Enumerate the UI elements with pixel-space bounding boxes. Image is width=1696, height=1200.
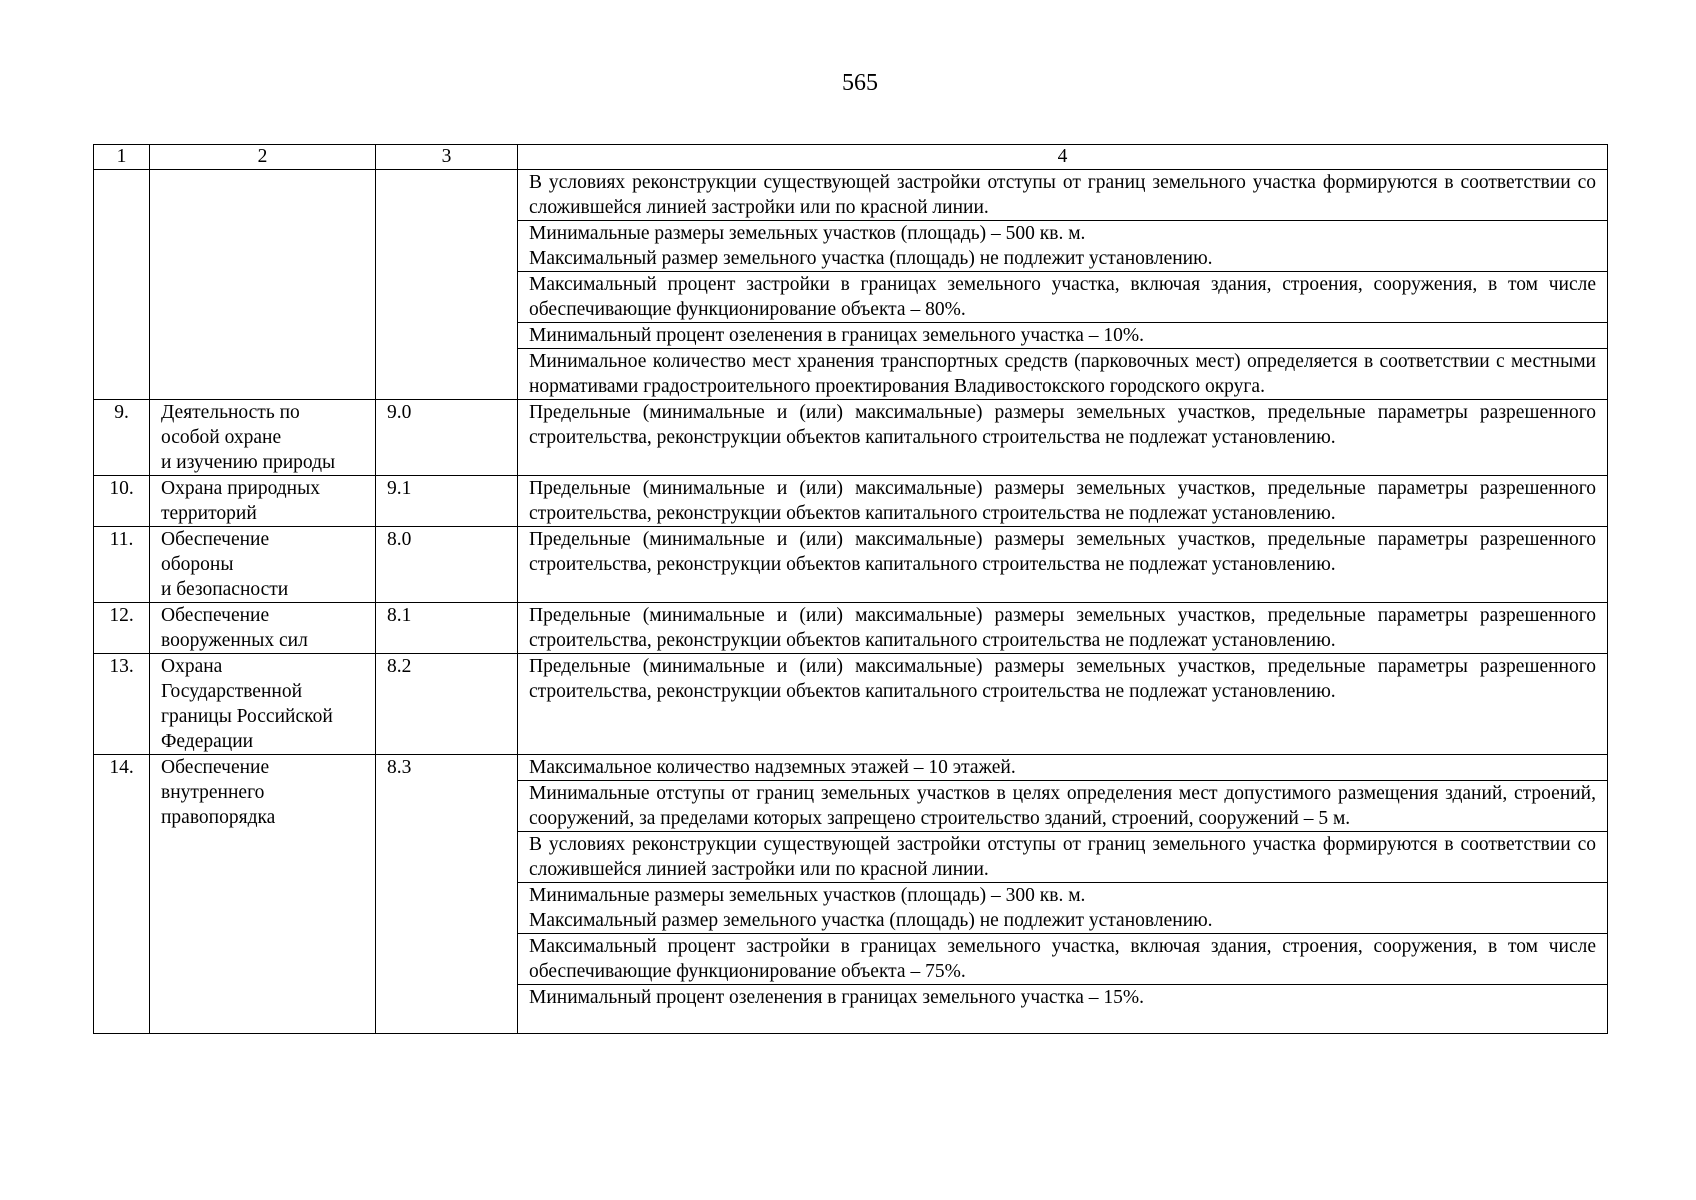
land-use-name (150, 400, 376, 476)
land-use-name (150, 476, 376, 527)
land-use-code: 8.0 (376, 527, 518, 603)
row-number: 12. (94, 603, 150, 654)
page-number: 565 (842, 70, 878, 96)
regulation-text: Максимальный процент застройки в границах земельного участка, включая здания, строения, сооружения, в том числе обеспечивающие функционирование объекта – 75%. (518, 934, 1608, 985)
header-col-3: 3 (376, 145, 518, 170)
table-row (94, 170, 1608, 221)
regulation-text: Предельные (минимальные и (или) максимальные) размеры земельных участков, предельные параметры разрешенного строительства, реконструкции объектов капитального строительства не подлежат установлению. (518, 476, 1608, 527)
regulation-text: Минимальные отступы от границ земельных участков в целях определения мест допустимого размещения зданий, строений, сооружений, за пределами которых запрещено строительство зданий, строений, сооружений – 5 м. (518, 781, 1608, 832)
empty-name-cell (150, 170, 376, 400)
regulation-text: Минимальное количество мест хранения транспортных средств (парковочных мест) определяется в соответствии с местными нормативами градостроительного проектирования Владивостокского городского округа. (518, 349, 1608, 400)
table-row (94, 654, 1608, 755)
table-row (94, 603, 1608, 654)
header-col-1: 1 (94, 145, 150, 170)
land-use-name (150, 654, 376, 755)
empty-code-cell (376, 170, 518, 400)
name-line: Федерации (161, 731, 254, 752)
regulation-text: Предельные (минимальные и (или) максимальные) размеры земельных участков, предельные параметры разрешенного строительства, реконструкции объектов капитального строительства не подлежат установлению. (518, 400, 1608, 476)
name-line: и изучению природы (161, 452, 336, 473)
name-line: правопорядка (161, 807, 276, 828)
row-number: 13. (94, 654, 150, 755)
name-line: обороны (161, 554, 234, 575)
name-line: Охрана природных (161, 478, 320, 499)
name-line: территорий (161, 503, 257, 524)
row-number: 11. (94, 527, 150, 603)
name-line: Обеспечение (161, 605, 270, 626)
name-line: внутреннего (161, 782, 265, 803)
regulation-line: Минимальные размеры земельных участков (площадь) – 500 кв. м. (529, 223, 1086, 244)
regulation-text: Предельные (минимальные и (или) максимальные) размеры земельных участков, предельные параметры разрешенного строительства, реконструкции объектов капитального строительства не подлежат установлению. (518, 654, 1608, 755)
land-use-name (150, 603, 376, 654)
regulation-text (518, 221, 1608, 272)
land-use-code: 9.0 (376, 400, 518, 476)
row-number: 10. (94, 476, 150, 527)
land-use-code: 8.2 (376, 654, 518, 755)
name-line: Обеспечение (161, 529, 270, 550)
regulation-line: Максимальный размер земельного участка (площадь) не подлежит установлению. (529, 248, 1213, 269)
name-line: и безопасности (161, 579, 289, 600)
name-line: Государственной (161, 681, 303, 702)
regulation-text: Максимальное количество надземных этажей – 10 этажей. (518, 755, 1608, 781)
regulation-text: Максимальный процент застройки в границах земельного участка, включая здания, строения, сооружения, в том числе обеспечивающие функционирование объекта – 80%. (518, 272, 1608, 323)
regulation-text: Предельные (минимальные и (или) максимальные) размеры земельных участков, предельные параметры разрешенного строительства, реконструкции объектов капитального строительства не подлежат установлению. (518, 527, 1608, 603)
name-line: особой охране (161, 427, 282, 448)
regulation-text: В условиях реконструкции существующей застройки отступы от границ земельного участка формируются в соответствии со сложившейся линией застройки или по красной линии. (518, 832, 1608, 883)
regulation-text: Предельные (минимальные и (или) максимальные) размеры земельных участков, предельные параметры разрешенного строительства, реконструкции объектов капитального строительства не подлежат установлению. (518, 603, 1608, 654)
regulation-text (518, 883, 1608, 934)
table-row (94, 476, 1608, 527)
name-line: границы Российской (161, 706, 333, 727)
regulation-line: Максимальный размер земельного участка (площадь) не подлежит установлению. (529, 910, 1213, 931)
header-col-4: 4 (518, 145, 1608, 170)
name-line: вооруженных сил (161, 630, 308, 651)
row-number: 14. (94, 755, 150, 1034)
land-use-name (150, 755, 376, 1034)
name-line: Охрана (161, 656, 223, 677)
header-row (94, 145, 1608, 170)
land-use-regulations-table (93, 144, 1608, 1034)
row-number: 9. (94, 400, 150, 476)
table-row (94, 527, 1608, 603)
regulation-text: В условиях реконструкции существующей застройки отступы от границ земельного участка формируются в соответствии со сложившейся линией застройки или по красной линии. (518, 170, 1608, 221)
header-col-2: 2 (150, 145, 376, 170)
land-use-name (150, 527, 376, 603)
regulation-text: Минимальный процент озеленения в границах земельного участка – 15%. (518, 985, 1608, 1034)
land-use-code: 8.3 (376, 755, 518, 1034)
empty-num-cell (94, 170, 150, 400)
table-row (94, 400, 1608, 476)
regulation-text: Минимальный процент озеленения в границах земельного участка – 10%. (518, 323, 1608, 349)
table-row (94, 755, 1608, 781)
regulation-line: Минимальные размеры земельных участков (площадь) – 300 кв. м. (529, 885, 1086, 906)
name-line: Обеспечение (161, 757, 270, 778)
name-line: Деятельность по (161, 402, 300, 423)
land-use-code: 8.1 (376, 603, 518, 654)
land-use-code: 9.1 (376, 476, 518, 527)
